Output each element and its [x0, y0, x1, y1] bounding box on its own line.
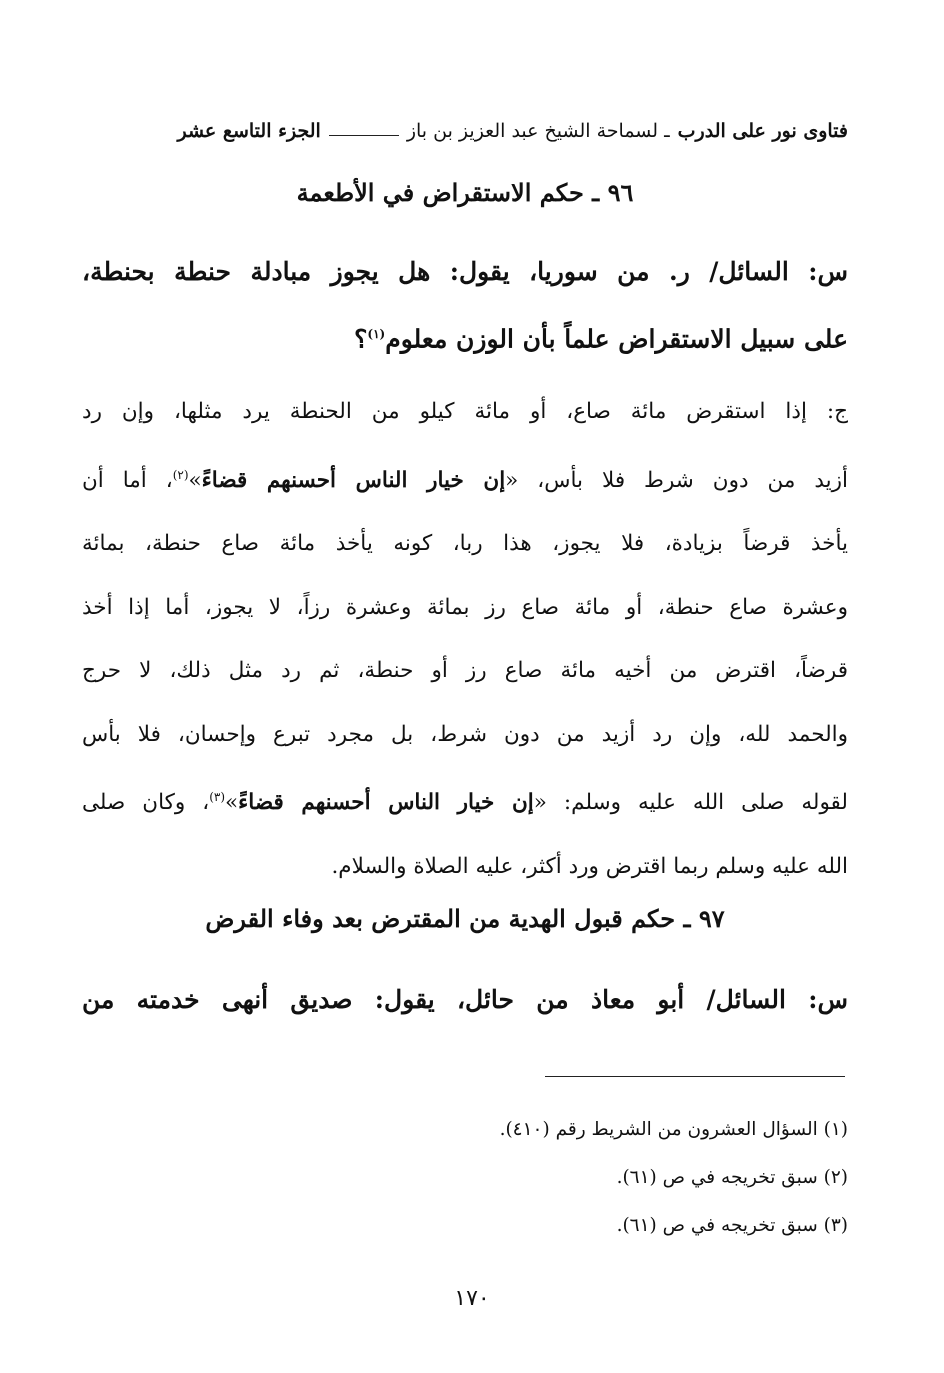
question-line: س: السائل/ أبو معاذ من حائل، يقول: صديق أنهى خدمته من [82, 985, 848, 1014]
footnote-item: (١) السؤال العشرون من الشريط رقم (٤١٠). [499, 1119, 848, 1140]
answer-text: لقوله صلى الله عليه وسلم: « [533, 790, 848, 816]
answer-line: يأخذ قرضاً بزيادة، فلا يجوز، هذا ربا، كونه يأخذ مائة صاع حنطة، بمائة [82, 531, 848, 557]
page-number: ١٧٠ [454, 1286, 490, 1311]
answer-line: الله عليه وسلم ربما اقترض ورد أكثر، عليه الصلاة والسلام. [331, 853, 848, 879]
footnote-ref: (٣) [209, 790, 226, 805]
answer-line: والحمد لله، وإن رد أزيد من دون شرط، بل مجرد تبرع وإحسان، فلا بأس [82, 721, 848, 747]
answer-line [82, 444, 848, 513]
quote-close: » [188, 467, 202, 493]
running-header [82, 116, 848, 146]
section-96-title: ٩٦ ـ حكم الاستقراض في الأطعمة [296, 178, 634, 207]
hadith-quote: إن خيار الناس أحسنهم قضاءً [238, 790, 534, 816]
footnote-ref: (٢) [172, 467, 189, 482]
question-mark: ؟ [354, 324, 368, 354]
header-author: ـ لسماحة الشيخ عبد العزيز بن باز [406, 120, 670, 142]
header-rule [329, 135, 399, 136]
section-96-answer [82, 380, 848, 898]
question-line: س: السائل/ ر. من سوريا، يقول: هل يجوز مبادلة حنطة بحنطة، [82, 257, 848, 286]
footnote-ref: (١) [367, 327, 386, 341]
answer-text: ، وكان صلى [82, 790, 210, 816]
header-book-title: فتاوى نور على الدرب [677, 120, 848, 142]
answer-line [82, 766, 848, 835]
section-97-title: ٩٧ ـ حكم قبول الهدية من المقترض بعد وفاء القرض [205, 904, 725, 933]
answer-text: أزيد من دون شرط فلا بأس، « [505, 467, 848, 493]
footnotes [348, 1106, 848, 1250]
footnote-separator [545, 1076, 845, 1077]
hadith-quote: إن خيار الناس أحسنهم قضاءً [201, 467, 506, 493]
quote-close: » [225, 790, 239, 816]
section-96-question [82, 240, 848, 370]
answer-line: وعشرة صاع حنطة، أو مائة صاع رز بمائة وعشرة رزاً، لا يجوز، أما إذا أخذ [82, 594, 848, 620]
answer-line: ج: إذا استقرض مائة صاع، أو مائة كيلو من الحنطة يرد مثلها، وإن رد [82, 399, 848, 424]
header-volume: الجزء التاسع عشر [177, 120, 321, 142]
footnote-item: (٣) سبق تخريجه في ص (٦١). [616, 1215, 848, 1236]
answer-line: قرضاً، اقترض من أخيه مائة صاع رز أو حنطة، ثم رد مثل ذلك، لا حرج [82, 658, 848, 684]
footnote-item: (٢) سبق تخريجه في ص (٦١). [616, 1167, 848, 1188]
question-line [82, 303, 848, 370]
question-text: على سبيل الاستقراض علماً بأن الوزن معلوم [385, 324, 848, 354]
section-97-question [82, 968, 848, 1031]
answer-text: ، أما أن [82, 467, 173, 493]
